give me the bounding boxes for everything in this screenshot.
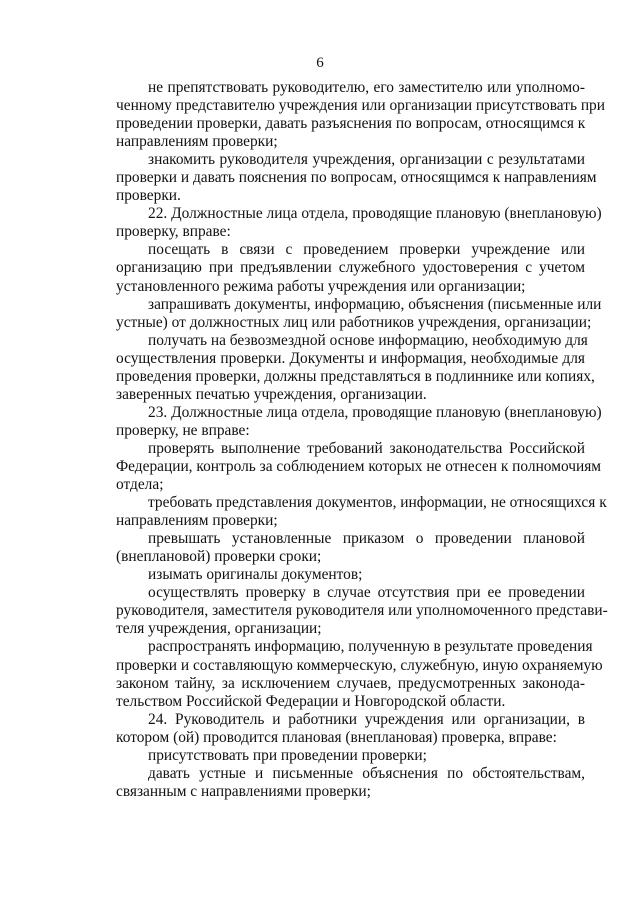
paragraph bbox=[116, 205, 602, 241]
text-line: устные) от должностных лиц или работников учреждения, организации; bbox=[116, 313, 592, 331]
text-line: заверенных печатью учреждения, организации. bbox=[116, 385, 427, 403]
text-line: установленного режима работы учреждения или организации; bbox=[116, 277, 526, 295]
text-line: получать на безвозмездной основе информацию, необходимую для bbox=[148, 331, 588, 349]
paragraph bbox=[116, 241, 585, 295]
text-line: организацию при предъявлении служебного удостоверения с учетом bbox=[116, 259, 585, 277]
paragraph bbox=[116, 566, 585, 584]
text-line: превышать установленные приказом о проведении плановой bbox=[148, 530, 585, 548]
text-line: отдела; bbox=[116, 476, 164, 494]
text-line: проверки и составляющую коммерческую, служебную, иную охраняемую bbox=[116, 656, 603, 674]
text-line: теля учреждения, организации; bbox=[116, 620, 322, 638]
paragraph bbox=[116, 747, 585, 765]
paragraph bbox=[116, 403, 602, 440]
text-line: давать устные и письменные объяснения по обстоятельствам, bbox=[148, 764, 585, 782]
text-line: знакомить руководителя учреждения, организации с результатами bbox=[148, 151, 585, 169]
text-line: проверки. bbox=[116, 187, 181, 205]
paragraph bbox=[116, 79, 605, 151]
text-line: связанным с направлениями проверки; bbox=[116, 782, 371, 800]
document-body bbox=[116, 79, 608, 801]
text-line: законом тайну, за исключением случаев, предусмотренных законода- bbox=[116, 674, 585, 692]
text-line: направлениям проверки; bbox=[116, 133, 278, 151]
paragraph bbox=[116, 638, 603, 710]
paragraph bbox=[116, 331, 595, 404]
paragraph bbox=[116, 765, 585, 801]
text-line: котором (ой) проводится плановая (внеплановая) проверка, вправе: bbox=[116, 728, 557, 746]
text-line: посещать в связи с проведением проверки учреждение или bbox=[148, 241, 585, 259]
paragraph bbox=[116, 584, 608, 638]
page-number: 6 bbox=[316, 55, 324, 71]
text-line: осуществлять проверку в случае отсутствия при ее проведении bbox=[148, 584, 585, 602]
text-line: Федерации, контроль за соблюдением которых не отнесен к полномочиям bbox=[116, 457, 602, 475]
text-line: (внеплановой) проверки сроки; bbox=[116, 548, 322, 566]
text-line: присутствовать при проведении проверки; bbox=[148, 746, 427, 764]
paragraph bbox=[116, 439, 602, 494]
paragraph bbox=[116, 530, 585, 566]
paragraph bbox=[116, 295, 602, 332]
paragraph bbox=[116, 711, 585, 747]
text-line: проверку, не вправе: bbox=[116, 421, 250, 439]
text-line: тельством Российской Федерации и Новгородской области. bbox=[116, 692, 506, 710]
text-line: направлениям проверки; bbox=[116, 512, 278, 530]
paragraph bbox=[116, 151, 597, 205]
text-line: запрашивать документы, информацию, объяснения (письменные или bbox=[148, 295, 602, 313]
text-line: не препятствовать руководителю, его заместителю или уполномо- bbox=[148, 79, 585, 96]
text-line: проведения проверки, должны представляться в подлиннике или копиях, bbox=[116, 367, 595, 385]
text-line: проверку, вправе: bbox=[116, 223, 231, 241]
text-line: распространять информацию, полученную в результате проведения bbox=[148, 638, 593, 656]
text-line: проведении проверки, давать разъяснения по вопросам, относящимся к bbox=[116, 115, 586, 133]
text-line: 24. Руководитель и работники учреждения или организации, в bbox=[148, 710, 585, 728]
paragraph bbox=[116, 494, 607, 530]
text-line: изымать оригиналы документов; bbox=[148, 566, 363, 584]
text-line: 22. Должностные лица отдела, проводящие плановую (внеплановую) bbox=[148, 205, 602, 223]
text-line: 23. Должностные лица отдела, проводящие плановую (внеплановую) bbox=[148, 403, 602, 421]
text-line: осуществления проверки. Документы и информация, необходимые для bbox=[116, 349, 585, 367]
text-line: ченному представителю учреждения или организации присутствовать при bbox=[116, 97, 605, 115]
text-line: требовать представления документов, информации, не относящихся к bbox=[148, 494, 607, 512]
text-line: руководителя, заместителя руководителя или уполномоченного представи- bbox=[116, 602, 608, 620]
text-line: проверять выполнение требований законодательства Российской bbox=[148, 439, 585, 457]
text-line: проверки и давать пояснения по вопросам, относящимся к направлениям bbox=[116, 169, 597, 187]
